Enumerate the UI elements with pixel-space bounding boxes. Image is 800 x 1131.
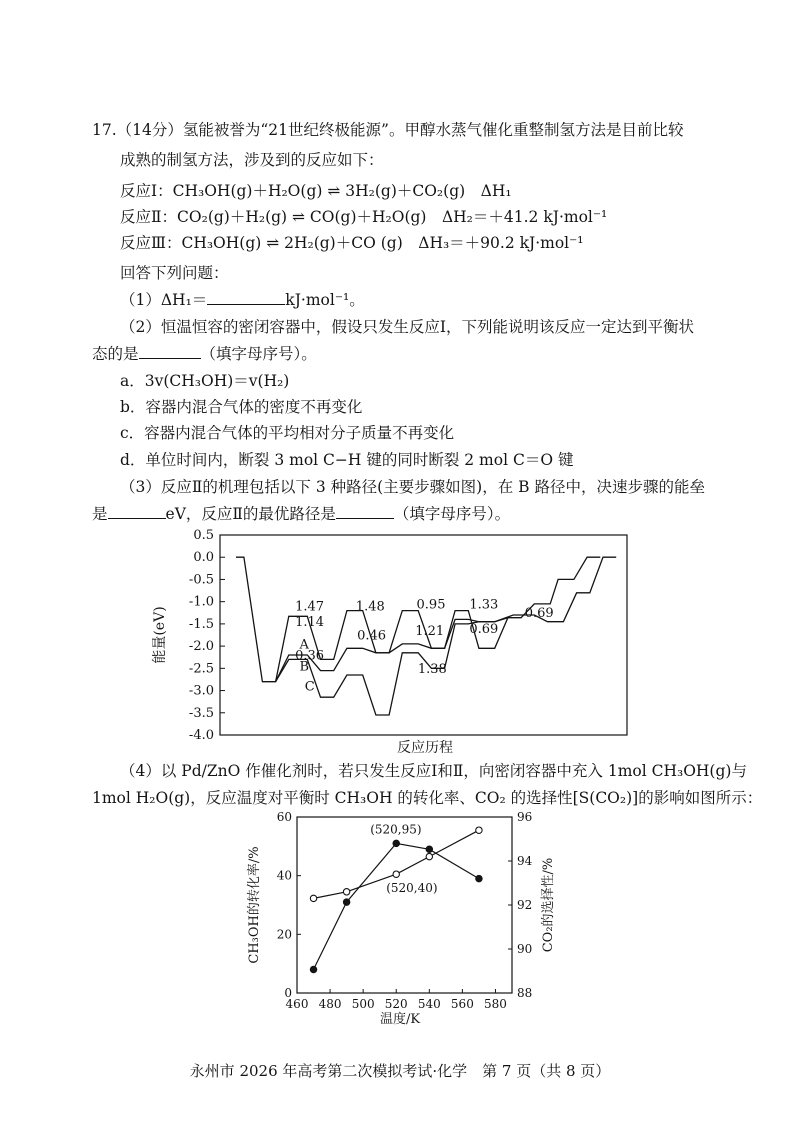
energy-profile-chart (150, 528, 650, 758)
reaction-1-label: 反应Ⅰ： (120, 182, 173, 200)
q2-hint: （填字母序号）。 (200, 345, 317, 363)
energy-path-c (276, 557, 617, 715)
temp-data-point (476, 827, 482, 833)
temp-x-axis-label: 温度/K (379, 1012, 421, 1027)
temp-data-point (343, 889, 349, 895)
q3-answer-blank-1[interactable] (108, 504, 166, 519)
temp-data-point (310, 966, 316, 972)
temp-chart-frame (297, 817, 512, 993)
temp-data-point (310, 895, 316, 901)
energy-barrier-label: 1.21 (415, 624, 445, 639)
energy-y-tick-label: -4.0 (188, 728, 214, 743)
selectivity-tick-label: 96 (517, 810, 533, 824)
energy-y-tick-label: -1.0 (188, 594, 214, 610)
path-label-b: B (299, 659, 310, 675)
selectivity-tick-label: 90 (517, 942, 533, 956)
energy-barrier-label: 1.48 (355, 599, 385, 615)
conversion-tick-label: 40 (276, 868, 292, 883)
q2-answer-blank[interactable] (139, 344, 201, 359)
energy-y-tick-label: -2.0 (188, 639, 214, 655)
temperature-effect-chart (240, 808, 570, 1028)
temp-data-point (343, 899, 349, 905)
temp-x-tick-label: 540 (417, 997, 441, 1011)
temp-data-point (393, 871, 399, 877)
temp-x-tick-label: 460 (285, 997, 309, 1011)
energy-barrier-label: 1.38 (417, 661, 447, 677)
conversion-tick-label: 0 (284, 986, 292, 1000)
conversion-tick-label: 20 (276, 927, 292, 942)
selectivity-tick-label: 88 (517, 986, 533, 1000)
path-label-a: A (299, 637, 309, 653)
sub-question-4-line2: 1mol H₂O(g)，反应温度对平衡时 CH₃OH 的转化率、CO₂ 的选择性[S(CO₂)]的影响如图所示： (92, 789, 763, 807)
q3-answer-blank-2[interactable] (336, 504, 394, 519)
selectivity-tick-label: 92 (517, 898, 533, 912)
selectivity-tick-label: 94 (517, 854, 533, 868)
energy-x-axis-label: 反应历程 (397, 740, 453, 756)
option-d: d．单位时间内，断裂 3 mol C−H 键的同时断裂 2 mol C＝O 键 (120, 451, 574, 469)
temp-x-tick-label: 480 (318, 997, 342, 1011)
sub-question-2-line2 (92, 344, 317, 364)
sub-question-2-line1: （2）恒温恒容的密闭容器中，假设只发生反应Ⅰ，下列能说明该反应一定达到平衡状 (120, 318, 694, 336)
temp-data-point (476, 875, 482, 881)
reaction-2 (120, 207, 607, 227)
energy-barrier-label: 1.47 (295, 599, 325, 615)
energy-barrier-label: 0.46 (357, 628, 387, 644)
energy-y-tick-label: -2.5 (188, 661, 214, 677)
q3-text-b: eV，反应Ⅱ的最优路径是 (165, 505, 336, 523)
option-c: c．容器内混合气体的平均相对分子质量不再变化 (120, 424, 455, 442)
energy-y-tick-label: -1.5 (188, 616, 214, 632)
sub-question-1 (120, 290, 365, 310)
temp-data-point (426, 853, 432, 859)
reaction-1 (120, 181, 512, 201)
question-intro-line1: 17.（14分）氢能被誉为“21世纪终极能源”。甲醇水蒸气催化重整制氢方法是目前比较 (92, 121, 684, 139)
q1-answer-blank[interactable] (207, 290, 285, 305)
temp-series-line-0 (314, 843, 479, 969)
annotation-520-40: (520,40) (386, 881, 438, 896)
reaction-3-label: 反应Ⅲ： (120, 234, 182, 252)
path-label-c: C (304, 679, 315, 695)
q2-text: 态的是 (92, 345, 139, 363)
energy-y-tick-label: 0.5 (193, 528, 214, 543)
temp-x-tick-label: 580 (484, 997, 507, 1011)
temp-data-point (393, 840, 399, 846)
reaction-2-label: 反应Ⅱ： (120, 208, 178, 226)
energy-y-axis-label: 能量(eV) (152, 606, 168, 664)
selectivity-axis-label: CO₂的选择性/% (541, 857, 556, 953)
energy-barrier-label: 1.33 (469, 597, 499, 613)
energy-barrier-label: 0.69 (469, 621, 499, 637)
temp-x-tick-label: 500 (351, 997, 375, 1011)
reaction-2-equation: CO₂(g)＋H₂(g) ⇌ CO(g)＋H₂O(g) ΔH₂＝＋41.2 kJ·mol⁻¹ (177, 208, 608, 226)
option-a: a．3v(CH₃OH)＝v(H₂) (120, 372, 290, 390)
energy-barrier-label: 0.95 (416, 597, 446, 613)
temp-x-tick-label: 520 (384, 997, 408, 1011)
energy-y-tick-label: -3.5 (188, 705, 214, 721)
energy-y-tick-label: 0.0 (193, 550, 214, 566)
conversion-tick-label: 60 (276, 810, 292, 824)
conversion-axis-label: CH₃OH的转化率/% (247, 846, 262, 964)
temp-data-point (426, 846, 432, 852)
energy-barrier-label: 0.36 (295, 648, 325, 664)
q1-unit: kJ·mol⁻¹。 (285, 291, 365, 309)
q1-text: （1）ΔH₁＝ (120, 291, 208, 309)
energy-barrier-label: 0.69 (524, 606, 554, 622)
q3-text-c: （填字母序号）。 (393, 505, 511, 523)
reaction-3 (120, 233, 584, 253)
sub-question-3-line2 (92, 504, 510, 524)
sub-question-4-line1: （4）以 Pd/ZnO 作催化剂时，若只发生反应Ⅰ和Ⅱ，向密闭容器中充入 1mol CH₃OH(g)与 (120, 762, 747, 780)
energy-barrier-label: 1.14 (295, 615, 325, 631)
answer-prompt: 回答下列问题： (120, 264, 229, 282)
question-intro-line2: 成熟的制氢方法，涉及到的反应如下： (120, 151, 384, 169)
page-footer: 永州市 2026 年高考第二次模拟考试·化学 第 7 页（共 8 页） (189, 1062, 611, 1080)
annotation-520-95: (520,95) (370, 822, 422, 837)
sub-question-3-line1: （3）反应Ⅱ的机理包括以下 3 种路径(主要步骤如图)，在 B 路径中，决速步骤的能垒 (120, 478, 705, 496)
temp-x-tick-label: 560 (450, 997, 474, 1011)
reaction-3-equation: CH₃OH(g) ⇌ 2H₂(g)＋CO (g) ΔH₃＝＋90.2 kJ·mol⁻¹ (181, 234, 584, 252)
energy-y-tick-label: -3.0 (188, 683, 214, 699)
option-b: b．容器内混合气体的密度不再变化 (120, 398, 363, 416)
energy-y-tick-label: -0.5 (188, 572, 214, 588)
q3-text-a: 是 (92, 505, 108, 523)
reaction-1-equation: CH₃OH(g)＋H₂O(g) ⇌ 3H₂(g)＋CO₂(g) ΔH₁ (172, 182, 512, 200)
